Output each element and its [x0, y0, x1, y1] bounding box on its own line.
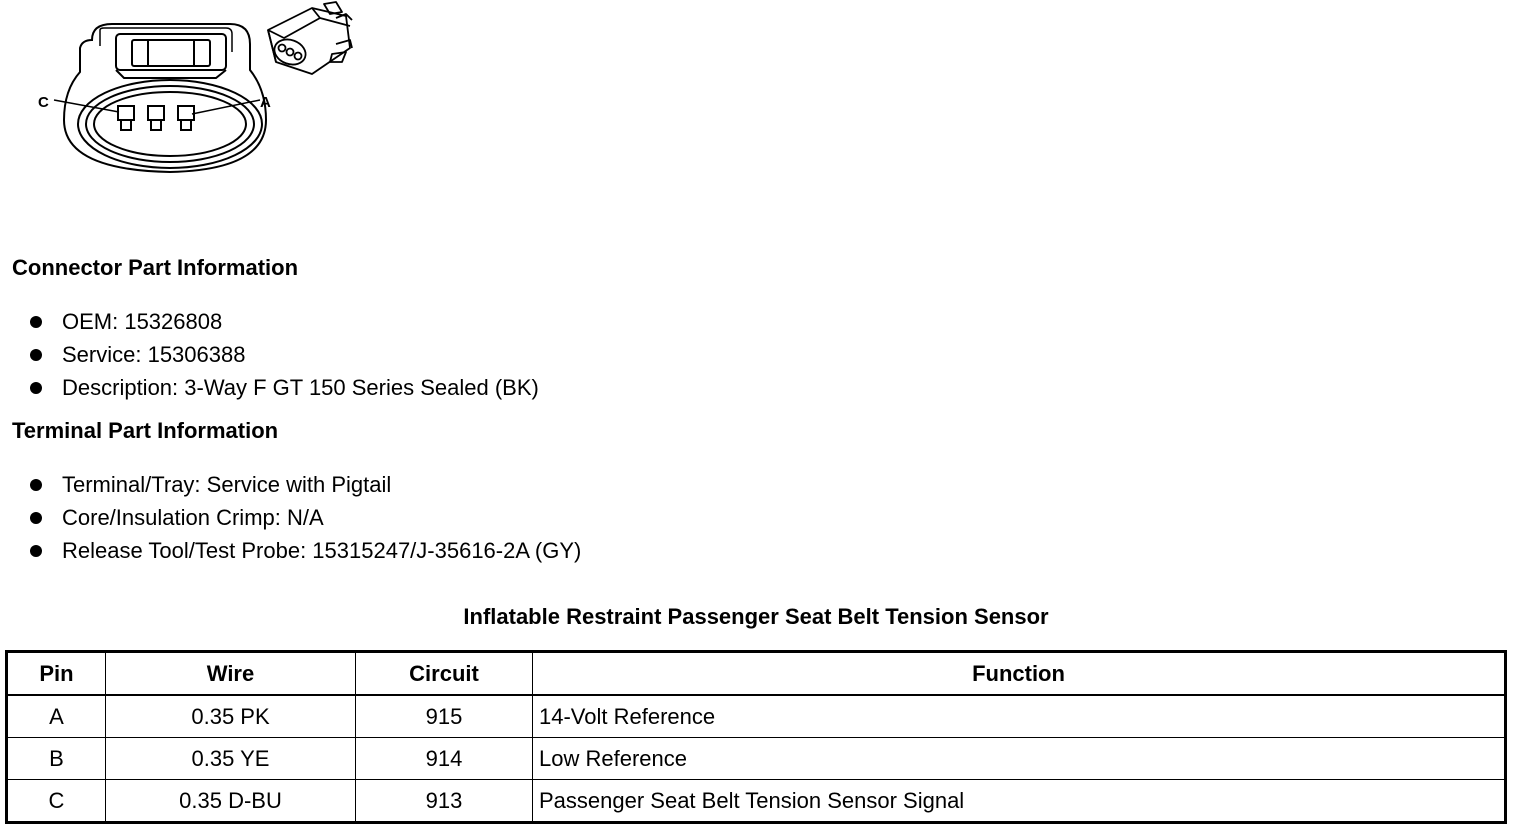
column-header-function: Function — [533, 652, 1506, 696]
connector-face-view — [54, 24, 266, 172]
wire-cell: 0.35 PK — [106, 695, 356, 738]
pin-cell: A — [7, 695, 106, 738]
table-header-row — [7, 652, 1506, 696]
pinout-table-title: Inflatable Restraint Passenger Seat Belt Tension Sensor — [463, 604, 1049, 629]
table-row — [7, 695, 1506, 738]
circuit-cell: 914 — [356, 738, 533, 780]
function-cell: Passenger Seat Belt Tension Sensor Signal — [533, 780, 1506, 823]
pin-label-c: C — [38, 94, 49, 111]
connector-diagram — [20, 0, 380, 190]
connector-3d-thumbnail — [268, 2, 352, 74]
column-header-pin: Pin — [7, 652, 106, 696]
function-cell: Low Reference — [533, 738, 1506, 780]
wire-cell: 0.35 YE — [106, 738, 356, 780]
function-cell: 14-Volt Reference — [533, 695, 1506, 738]
connector-part-info-list — [26, 305, 539, 404]
list-item: Release Tool/Test Probe: 15315247/J-35616-2A (GY) — [26, 534, 581, 567]
terminal-part-info-list — [26, 468, 581, 567]
circuit-cell: 913 — [356, 780, 533, 823]
list-item: Service: 15306388 — [26, 338, 539, 371]
list-item: Core/Insulation Crimp: N/A — [26, 501, 581, 534]
list-item: OEM: 15326808 — [26, 305, 539, 338]
pin-cell: B — [7, 738, 106, 780]
pin-cell: C — [7, 780, 106, 823]
column-header-circuit: Circuit — [356, 652, 533, 696]
pinout-table — [5, 650, 1507, 824]
list-item: Description: 3-Way F GT 150 Series Sealed (BK) — [26, 371, 539, 404]
terminal-part-info-heading: Terminal Part Information — [12, 418, 279, 443]
connector-part-info-heading: Connector Part Information — [12, 255, 299, 280]
circuit-cell: 915 — [356, 695, 533, 738]
column-header-wire: Wire — [106, 652, 356, 696]
table-row — [7, 780, 1506, 823]
pin-label-a: A — [260, 94, 271, 111]
list-item: Terminal/Tray: Service with Pigtail — [26, 468, 581, 501]
table-row — [7, 738, 1506, 780]
wire-cell: 0.35 D-BU — [106, 780, 356, 823]
